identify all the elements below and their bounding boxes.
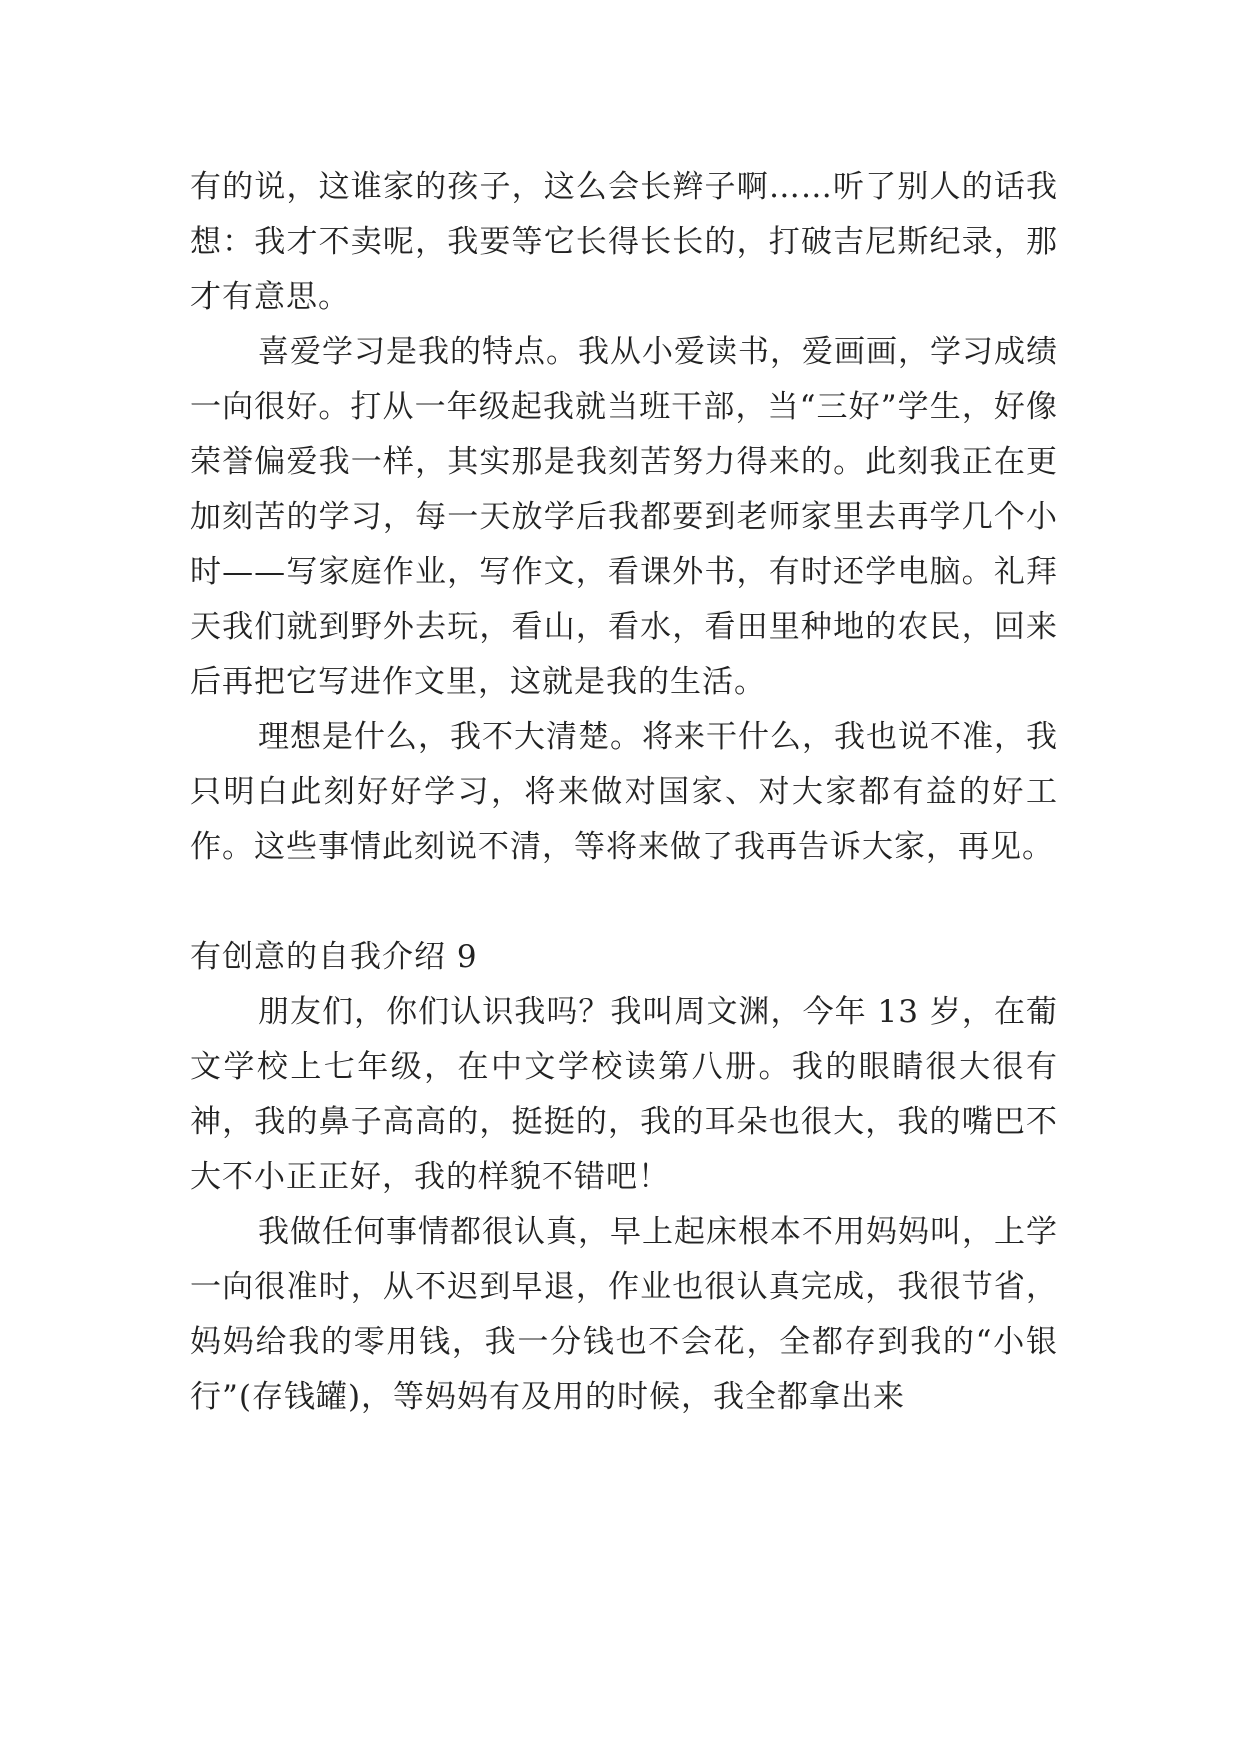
document-body xyxy=(190,160,1058,1425)
paragraph-study: 喜爱学习是我的特点。我从小爱读书，爱画画，学习成绩一向很好。打从一年级起我就当班干部，当“三好”学生，好像荣誉偏爱我一样，其实那是我刻苦努力得来的。此刻我正在更加刻苦的学习，每一天放学后我都要到老师家里去再学几个小时——写家庭作业，写作文，看课外书，有时还学电脑。礼拜天我们就到野外去玩，看山，看水，看田里种地的农民，回来后再把它写进作文里，这就是我的生活。 xyxy=(190,334,1058,700)
paragraph-habits: 我做任何事情都很认真，早上起床根本不用妈妈叫，上学一向很准时，从不迟到早退，作业也很认真完成，我很节省，妈妈给我的零用钱，我一分钱也不会花，全都存到我的“小银行”(存钱罐)，等妈妈有及用的时候，我全都拿出来 xyxy=(190,1214,1058,1415)
paragraph-intro: 朋友们，你们认识我吗？我叫周文渊，今年 13 岁，在葡文学校上七年级，在中文学校读第八册。我的眼睛很大很有神，我的鼻子高高的，挺挺的，我的耳朵也很大，我的嘴巴不大不小正正好，我的样貌不错吧！ xyxy=(190,994,1058,1195)
paragraph-continuation: 有的说，这谁家的孩子，这么会长辫子啊……听了别人的话我想：我才不卖呢，我要等它长得长长的，打破吉尼斯纪录，那才有意思。 xyxy=(190,169,1058,315)
paragraph-ideal: 理想是什么，我不大清楚。将来干什么，我也说不准，我只明白此刻好好学习，将来做对国家、对大家都有益的好工作。这些事情此刻说不清，等将来做了我再告诉大家，再见。 xyxy=(190,719,1058,865)
section-title: 有创意的自我介绍 9 xyxy=(190,939,478,975)
